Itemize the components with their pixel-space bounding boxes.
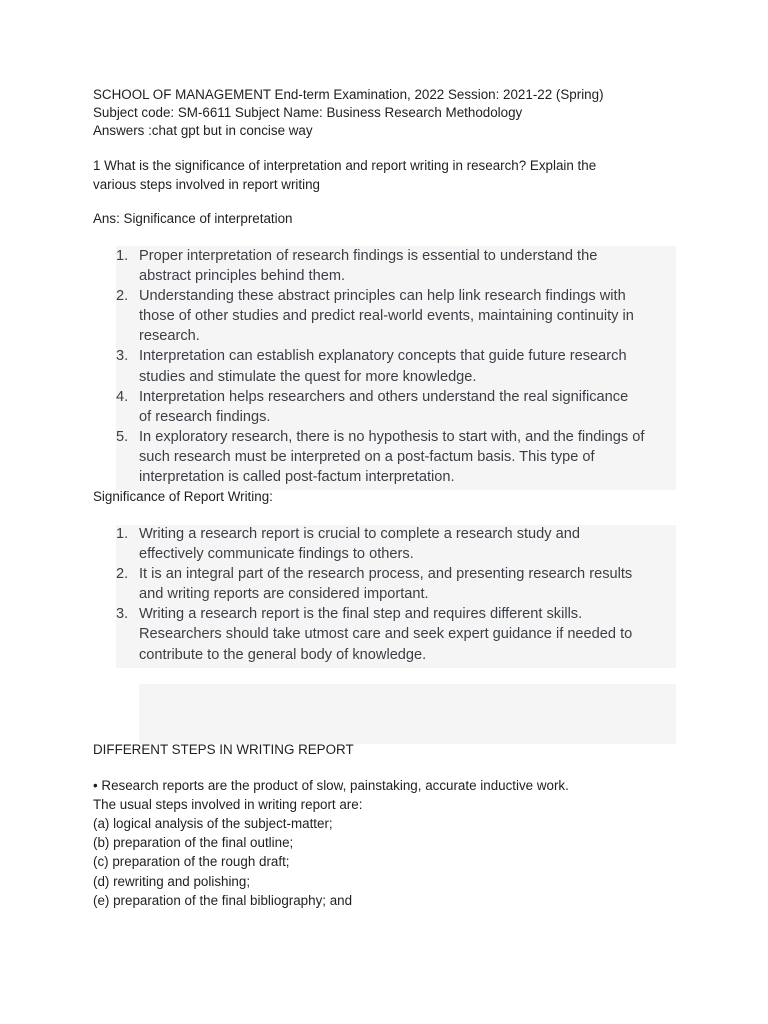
list-item-text: Writing a research report is the final step and requires different skills. bbox=[139, 606, 583, 623]
steps-heading: DIFFERENT STEPS IN WRITING REPORT bbox=[93, 742, 354, 757]
list-item-text: interpretation is called post-factum interpretation. bbox=[139, 469, 455, 486]
list-item-text: Writing a research report is crucial to complete a research study and bbox=[139, 526, 580, 542]
list-item-text: In exploratory research, there is no hypothesis to start with, and the findings of bbox=[139, 428, 645, 445]
list-item-text: and writing reports are considered important. bbox=[139, 586, 429, 603]
step-item: (b) preparation of the final outline; bbox=[93, 835, 294, 850]
list-item-text: studies and stimulate the quest for more knowledge. bbox=[139, 368, 477, 385]
list-item-text: effectively communicate findings to others. bbox=[139, 546, 414, 563]
list-item-text: Interpretation helps researchers and others understand the real significance bbox=[139, 388, 629, 405]
list-item-text: abstract principles behind them. bbox=[139, 268, 346, 285]
list-item-number: 3. bbox=[116, 606, 129, 623]
list-item bbox=[116, 387, 676, 427]
list-item-text: those of other studies and predict real-world events, maintaining continuity in bbox=[139, 308, 634, 325]
report-writing-heading: Significance of Report Writing: bbox=[93, 489, 273, 504]
list-item-number: 5. bbox=[116, 428, 129, 445]
list-item-text: Interpretation can establish explanatory concepts that guide future research bbox=[139, 348, 627, 365]
report-writing-list bbox=[116, 524, 676, 665]
list-item-text: It is an integral part of the research process, and presenting research results bbox=[139, 566, 633, 583]
list-item-text: Proper interpretation of research findings is essential to understand the bbox=[139, 248, 598, 264]
subject-line: Subject code: SM-6611 Subject Name: Business Research Methodology bbox=[93, 105, 523, 120]
list-item-text: Researchers should take utmost care and seek expert guidance if needed to bbox=[139, 626, 633, 643]
interpretation-list bbox=[116, 246, 676, 487]
answers-note-line: Answers :chat gpt but in concise way bbox=[93, 123, 313, 138]
answer-heading: Ans: Significance of interpretation bbox=[93, 211, 293, 226]
list-item bbox=[116, 286, 676, 346]
empty-shaded-block bbox=[139, 684, 676, 744]
steps-intro-line: The usual steps involved in writing report are: bbox=[93, 797, 363, 812]
step-item: (e) preparation of the final bibliography; and bbox=[93, 893, 353, 908]
list-item-number: 2. bbox=[116, 288, 129, 305]
steps-intro-bullet: • Research reports are the product of slow, painstaking, accurate inductive work. bbox=[93, 778, 569, 793]
list-item-number: 1. bbox=[116, 526, 129, 542]
list-item bbox=[116, 427, 676, 487]
step-item: (c) preparation of the rough draft; bbox=[93, 854, 290, 869]
step-item: (a) logical analysis of the subject-matter; bbox=[93, 816, 333, 831]
list-item-text: Understanding these abstract principles can help link research findings with bbox=[139, 288, 626, 305]
list-item bbox=[116, 604, 676, 664]
list-item bbox=[116, 524, 676, 564]
list-item-number: 2. bbox=[116, 566, 129, 583]
list-item-text: such research must be interpreted on a post-factum basis. This type of bbox=[139, 448, 595, 465]
list-item-number: 3. bbox=[116, 348, 129, 365]
exam-header-line: SCHOOL OF MANAGEMENT End-term Examination, 2022 Session: 2021-22 (Spring) bbox=[93, 87, 604, 102]
list-item bbox=[116, 246, 676, 286]
list-item bbox=[116, 564, 676, 604]
list-item-number: 4. bbox=[116, 388, 129, 405]
list-item-text: contribute to the general body of knowledge. bbox=[139, 646, 427, 663]
list-item-number: 1. bbox=[116, 248, 129, 264]
list-item bbox=[116, 346, 676, 386]
list-item-text: research. bbox=[139, 328, 200, 345]
list-item-text: of research findings. bbox=[139, 408, 271, 425]
question-text-line-2: various steps involved in report writing bbox=[93, 177, 321, 192]
step-item: (d) rewriting and polishing; bbox=[93, 874, 251, 889]
question-text-line-1: 1 What is the significance of interpretation and report writing in research? Explain the bbox=[93, 158, 597, 173]
